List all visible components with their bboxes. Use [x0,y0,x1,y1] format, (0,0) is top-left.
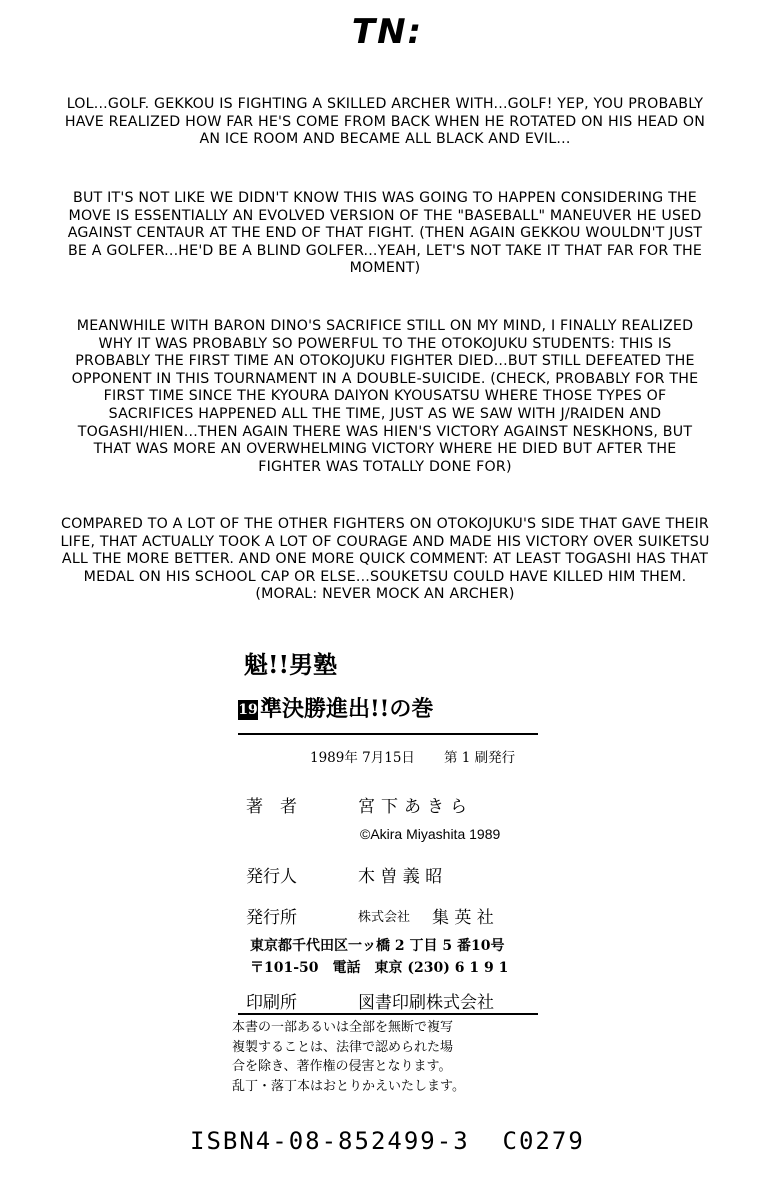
volume-number: 19 [238,702,258,718]
notice-line: 複製することは、法律で認められた場 [232,1039,454,1055]
company-label: 発行所 [246,908,297,928]
copyright: ©Akira Miyashita 1989 [360,826,501,842]
series-title: 魁!!男塾 [244,650,338,679]
publication-date: 1989年 7月15日 [310,750,415,766]
volume-title: 準決勝進出!!の巻 [260,696,434,722]
author-name: 宮下あきら [358,797,473,817]
note-paragraph-3: MEANWHILE WITH BARON DINO'S SACRIFICE STILL ON MY MIND, I FINALLY REALIZED WHY IT WAS PROBABLY SO POWERFUL TO THE OTOKOJUKU STUDENTS: THIS IS PROBABLY THE FIRST TIME AN OTOKOJUKU FIGHTER DIED...BUT STILL DEFEATED THE OPPONENT IN THIS TOURNAMENT IN A DOUBLE-SUICIDE. (CHECK, PROBABLY FOR THE FIRST TIME SINCE THE KYOURA DAIYON KYOUSATSU WHERE THOSE TYPES OF SACRIFICES HAPPENED ALL THE TIME, JUST AS WE SAW WITH J/RAIDEN AND TOGASHI/HIEN...THEN AGAIN THERE WAS HIEN'S VICTORY AGAINST NESKHONS, BUT THAT WAS MORE AN OVERWHELMING VICTORY WHERE HE DIED BUT AFTER THE FIGHTER WAS TOTALLY DONE FOR) [71,318,699,475]
note-paragraph-4: COMPARED TO A LOT OF THE OTHER FIGHTERS ON OTOKOJUKU'S SIDE THAT GAVE THEIR LIFE, THAT ACTUALLY TOOK A LOT OF COURAGE AND MADE HIS VICTORY OVER SUIKETSU ALL THE MORE BETTER. AND ONE MORE QUICK COMMENT: AT LEAST TOGASHI HAS THAT MEDAL ON HIS SCHOOL CAP OR ELSE...SOUKETSU COULD HAVE KILLED HIM THEM. (MORAL: NEVER MOCK AN ARCHER) [60,516,710,603]
company-name: 集 英 社 [432,908,494,928]
printer-name: 図書印刷株式会社 [358,993,494,1013]
address: 東京都千代田区一ッ橋 2 丁目 5 番10号 [250,938,505,954]
divider-bottom [238,1013,538,1015]
divider-top [238,733,538,735]
volume-heading [238,692,433,723]
postal-phone: 〒101-50 電話 東京 (230) 6 1 9 1 [250,960,509,976]
note-paragraph-2: BUT IT'S NOT LIKE WE DIDN'T KNOW THIS WAS GOING TO HAPPEN CONSIDERING THE MOVE IS ESSENTIALLY AN EVOLVED VERSION OF THE "BASEBALL" MANEUVER HE USED AGAINST CENTAUR AT THE END OF THAT FIGHT. (THEN AGAIN GEKKOU WOULDN'T JUST BE A GOLFER...HE'D BE A BLIND GOLFER...YEAH, LET'S NOT TAKE IT THAT FAR FOR THE MOMENT) [67,190,703,277]
copyright-notice [232,1018,532,1096]
author-label: 著 者 [246,797,297,817]
printer-label: 印刷所 [246,993,297,1013]
notice-line: 乱丁・落丁本はおとりかえいたします。 [232,1078,465,1094]
notice-line: 合を除き、著作権の侵害となります。 [232,1059,452,1074]
company-type: 株式会社 [358,910,411,925]
isbn-code: ISBN4-08-852499-3 C0279 [190,1127,585,1155]
translator-note-heading: TN: [351,12,424,52]
printing-edition: 第 1 刷発行 [444,750,516,766]
note-paragraph-1: LOL...GOLF. GEKKOU IS FIGHTING A SKILLED ARCHER WITH...GOLF! YEP, YOU PROBABLY HAVE REALIZED HOW FAR HE'S COME FROM BACK WHEN HE ROTATED ON HIS HEAD ON AN ICE ROOM AND BECAME ALL BLACK AND EVIL... [64,96,706,148]
notice-line: 本書の一部あるいは全部を無断で複写 [232,1020,454,1035]
publisher-label: 発行人 [246,867,297,887]
publisher-name: 木 曽 義 昭 [358,867,443,887]
